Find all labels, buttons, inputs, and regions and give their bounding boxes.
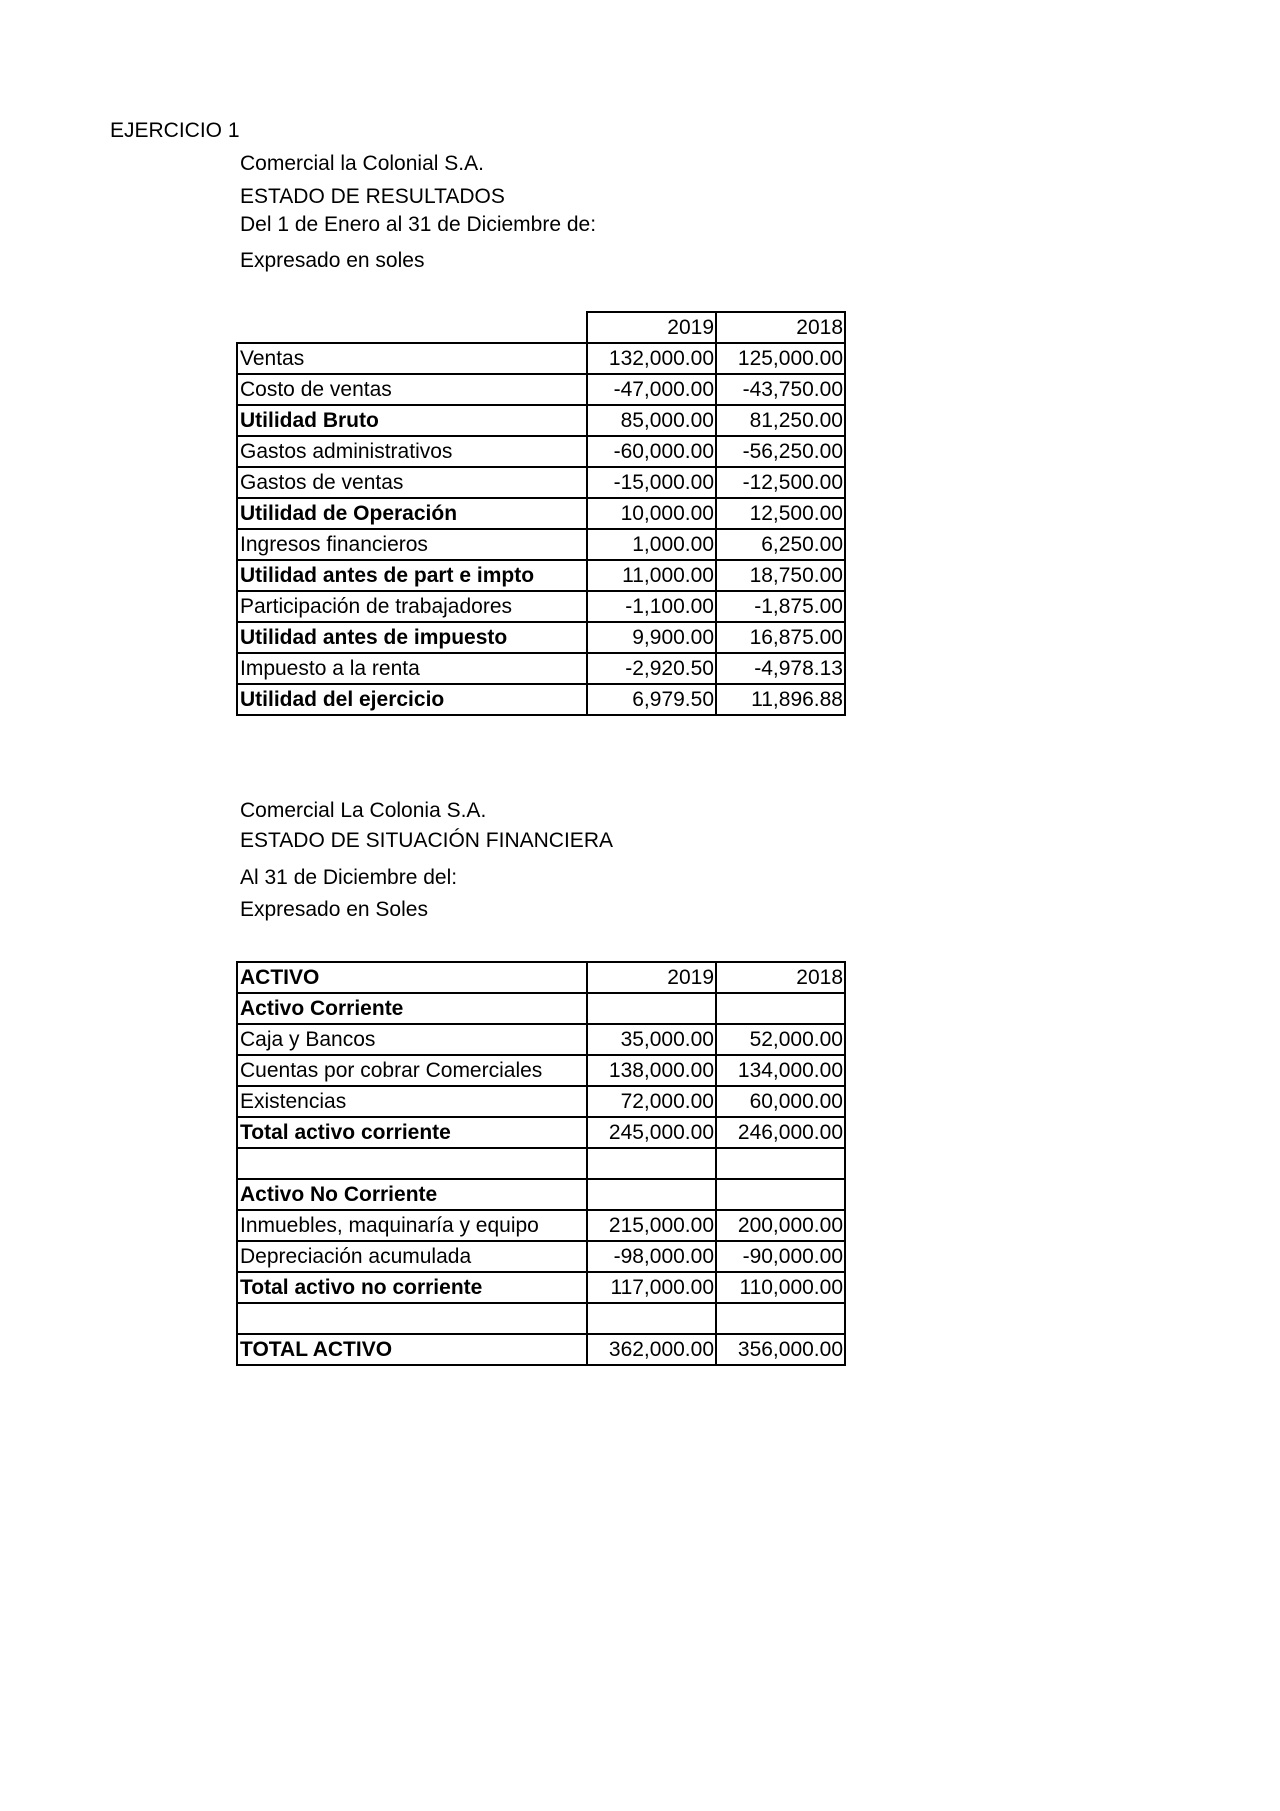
balance-value-2019: [587, 993, 716, 1024]
balance-row: [237, 1272, 845, 1303]
balance-sheet-title: ESTADO DE SITUACIÓN FINANCIERA: [240, 829, 613, 852]
income-row: [237, 343, 845, 374]
income-row: [237, 498, 845, 529]
balance-row: [237, 1055, 845, 1086]
balance-row-label: Caja y Bancos: [237, 1024, 587, 1055]
balance-row-label: TOTAL ACTIVO: [237, 1334, 587, 1365]
income-value-2018: 81,250.00: [716, 405, 845, 436]
income-value-2018: -56,250.00: [716, 436, 845, 467]
balance-row: [237, 1148, 845, 1179]
income-row-label: Utilidad de Operación: [237, 498, 587, 529]
balance-row: [237, 1241, 845, 1272]
income-header-blank-cell: [237, 312, 587, 343]
balance-row: [237, 1210, 845, 1241]
income-year-2018: 2018: [716, 312, 845, 343]
balance-value-2018: 60,000.00: [716, 1086, 845, 1117]
income-row-label: Gastos de ventas: [237, 467, 587, 498]
balance-sheet-table: [236, 961, 846, 1366]
income-row-label: Utilidad antes de impuesto: [237, 622, 587, 653]
income-statement-title: ESTADO DE RESULTADOS: [240, 185, 505, 208]
balance-value-2019: -98,000.00: [587, 1241, 716, 1272]
income-company-name: Comercial la Colonial S.A.: [240, 152, 484, 175]
income-year-header-row: [237, 312, 845, 343]
balance-value-2018: 134,000.00: [716, 1055, 845, 1086]
balance-value-2018: -90,000.00: [716, 1241, 845, 1272]
income-value-2018: -12,500.00: [716, 467, 845, 498]
income-value-2019: 132,000.00: [587, 343, 716, 374]
income-row: [237, 653, 845, 684]
income-value-2019: -1,100.00: [587, 591, 716, 622]
balance-value-2018: [716, 1179, 845, 1210]
balance-row: [237, 1334, 845, 1365]
balance-value-2019: [587, 1179, 716, 1210]
income-value-2019: 11,000.00: [587, 560, 716, 591]
income-row-label: Utilidad antes de part e impto: [237, 560, 587, 591]
balance-value-2019: 362,000.00: [587, 1334, 716, 1365]
income-value-2018: 16,875.00: [716, 622, 845, 653]
balance-value-2018: 246,000.00: [716, 1117, 845, 1148]
income-row: [237, 405, 845, 436]
balance-value-2019: 138,000.00: [587, 1055, 716, 1086]
income-row-label: Ingresos financieros: [237, 529, 587, 560]
income-value-2018: 6,250.00: [716, 529, 845, 560]
income-value-2018: -1,875.00: [716, 591, 845, 622]
balance-row-label: Activo No Corriente: [237, 1179, 587, 1210]
income-row-label: Utilidad Bruto: [237, 405, 587, 436]
income-value-2018: -43,750.00: [716, 374, 845, 405]
balance-row-label: Activo Corriente: [237, 993, 587, 1024]
income-value-2018: 11,896.88: [716, 684, 845, 715]
balance-year-2018: 2018: [716, 962, 845, 993]
balance-row: [237, 1303, 845, 1334]
income-row: [237, 622, 845, 653]
income-row-label: Costo de ventas: [237, 374, 587, 405]
balance-row-label: Existencias: [237, 1086, 587, 1117]
balance-year-2019: 2019: [587, 962, 716, 993]
income-value-2019: 1,000.00: [587, 529, 716, 560]
balance-value-2019: [587, 1303, 716, 1334]
balance-value-2018: 356,000.00: [716, 1334, 845, 1365]
income-row: [237, 591, 845, 622]
balance-value-2018: [716, 1148, 845, 1179]
income-currency-note: Expresado en soles: [240, 249, 425, 272]
balance-value-2018: 52,000.00: [716, 1024, 845, 1055]
income-value-2019: 9,900.00: [587, 622, 716, 653]
balance-value-2019: 117,000.00: [587, 1272, 716, 1303]
income-row: [237, 560, 845, 591]
balance-value-2018: [716, 993, 845, 1024]
income-value-2019: -15,000.00: [587, 467, 716, 498]
balance-row: [237, 1086, 845, 1117]
income-row-label: Participación de trabajadores: [237, 591, 587, 622]
income-row: [237, 529, 845, 560]
income-row: [237, 684, 845, 715]
balance-currency-note: Expresado en Soles: [240, 898, 428, 921]
balance-value-2019: 35,000.00: [587, 1024, 716, 1055]
balance-row-label: Cuentas por cobrar Comerciales: [237, 1055, 587, 1086]
income-statement-table: [236, 311, 846, 716]
income-row: [237, 436, 845, 467]
balance-company-name: Comercial La Colonia S.A.: [240, 799, 487, 822]
balance-row: [237, 1024, 845, 1055]
income-value-2019: 85,000.00: [587, 405, 716, 436]
balance-value-2018: 200,000.00: [716, 1210, 845, 1241]
balance-value-2019: [587, 1148, 716, 1179]
balance-header-label: ACTIVO: [237, 962, 587, 993]
balance-value-2019: 72,000.00: [587, 1086, 716, 1117]
balance-row-label: Total activo corriente: [237, 1117, 587, 1148]
balance-header-row: [237, 962, 845, 993]
income-row-label: Impuesto a la renta: [237, 653, 587, 684]
income-value-2018: 18,750.00: [716, 560, 845, 591]
income-value-2019: 6,979.50: [587, 684, 716, 715]
balance-row-label: [237, 1148, 587, 1179]
balance-row: [237, 1179, 845, 1210]
balance-value-2019: 245,000.00: [587, 1117, 716, 1148]
income-row-label: Gastos administrativos: [237, 436, 587, 467]
income-period: Del 1 de Enero al 31 de Diciembre de:: [240, 213, 597, 236]
balance-row-label: Total activo no corriente: [237, 1272, 587, 1303]
balance-row-label: [237, 1303, 587, 1334]
income-value-2019: -60,000.00: [587, 436, 716, 467]
balance-period: Al 31 de Diciembre del:: [240, 866, 458, 889]
balance-row: [237, 993, 845, 1024]
income-row-label: Ventas: [237, 343, 587, 374]
income-value-2018: -4,978.13: [716, 653, 845, 684]
exercise-label: EJERCICIO 1: [110, 119, 240, 142]
income-value-2019: 10,000.00: [587, 498, 716, 529]
balance-value-2018: 110,000.00: [716, 1272, 845, 1303]
income-value-2019: -47,000.00: [587, 374, 716, 405]
balance-row-label: Inmuebles, maquinaría y equipo: [237, 1210, 587, 1241]
balance-value-2019: 215,000.00: [587, 1210, 716, 1241]
income-row-label: Utilidad del ejercicio: [237, 684, 587, 715]
balance-row-label: Depreciación acumulada: [237, 1241, 587, 1272]
balance-row: [237, 1117, 845, 1148]
income-row: [237, 467, 845, 498]
income-value-2019: -2,920.50: [587, 653, 716, 684]
income-value-2018: 12,500.00: [716, 498, 845, 529]
income-row: [237, 374, 845, 405]
income-year-2019: 2019: [587, 312, 716, 343]
balance-value-2018: [716, 1303, 845, 1334]
income-value-2018: 125,000.00: [716, 343, 845, 374]
